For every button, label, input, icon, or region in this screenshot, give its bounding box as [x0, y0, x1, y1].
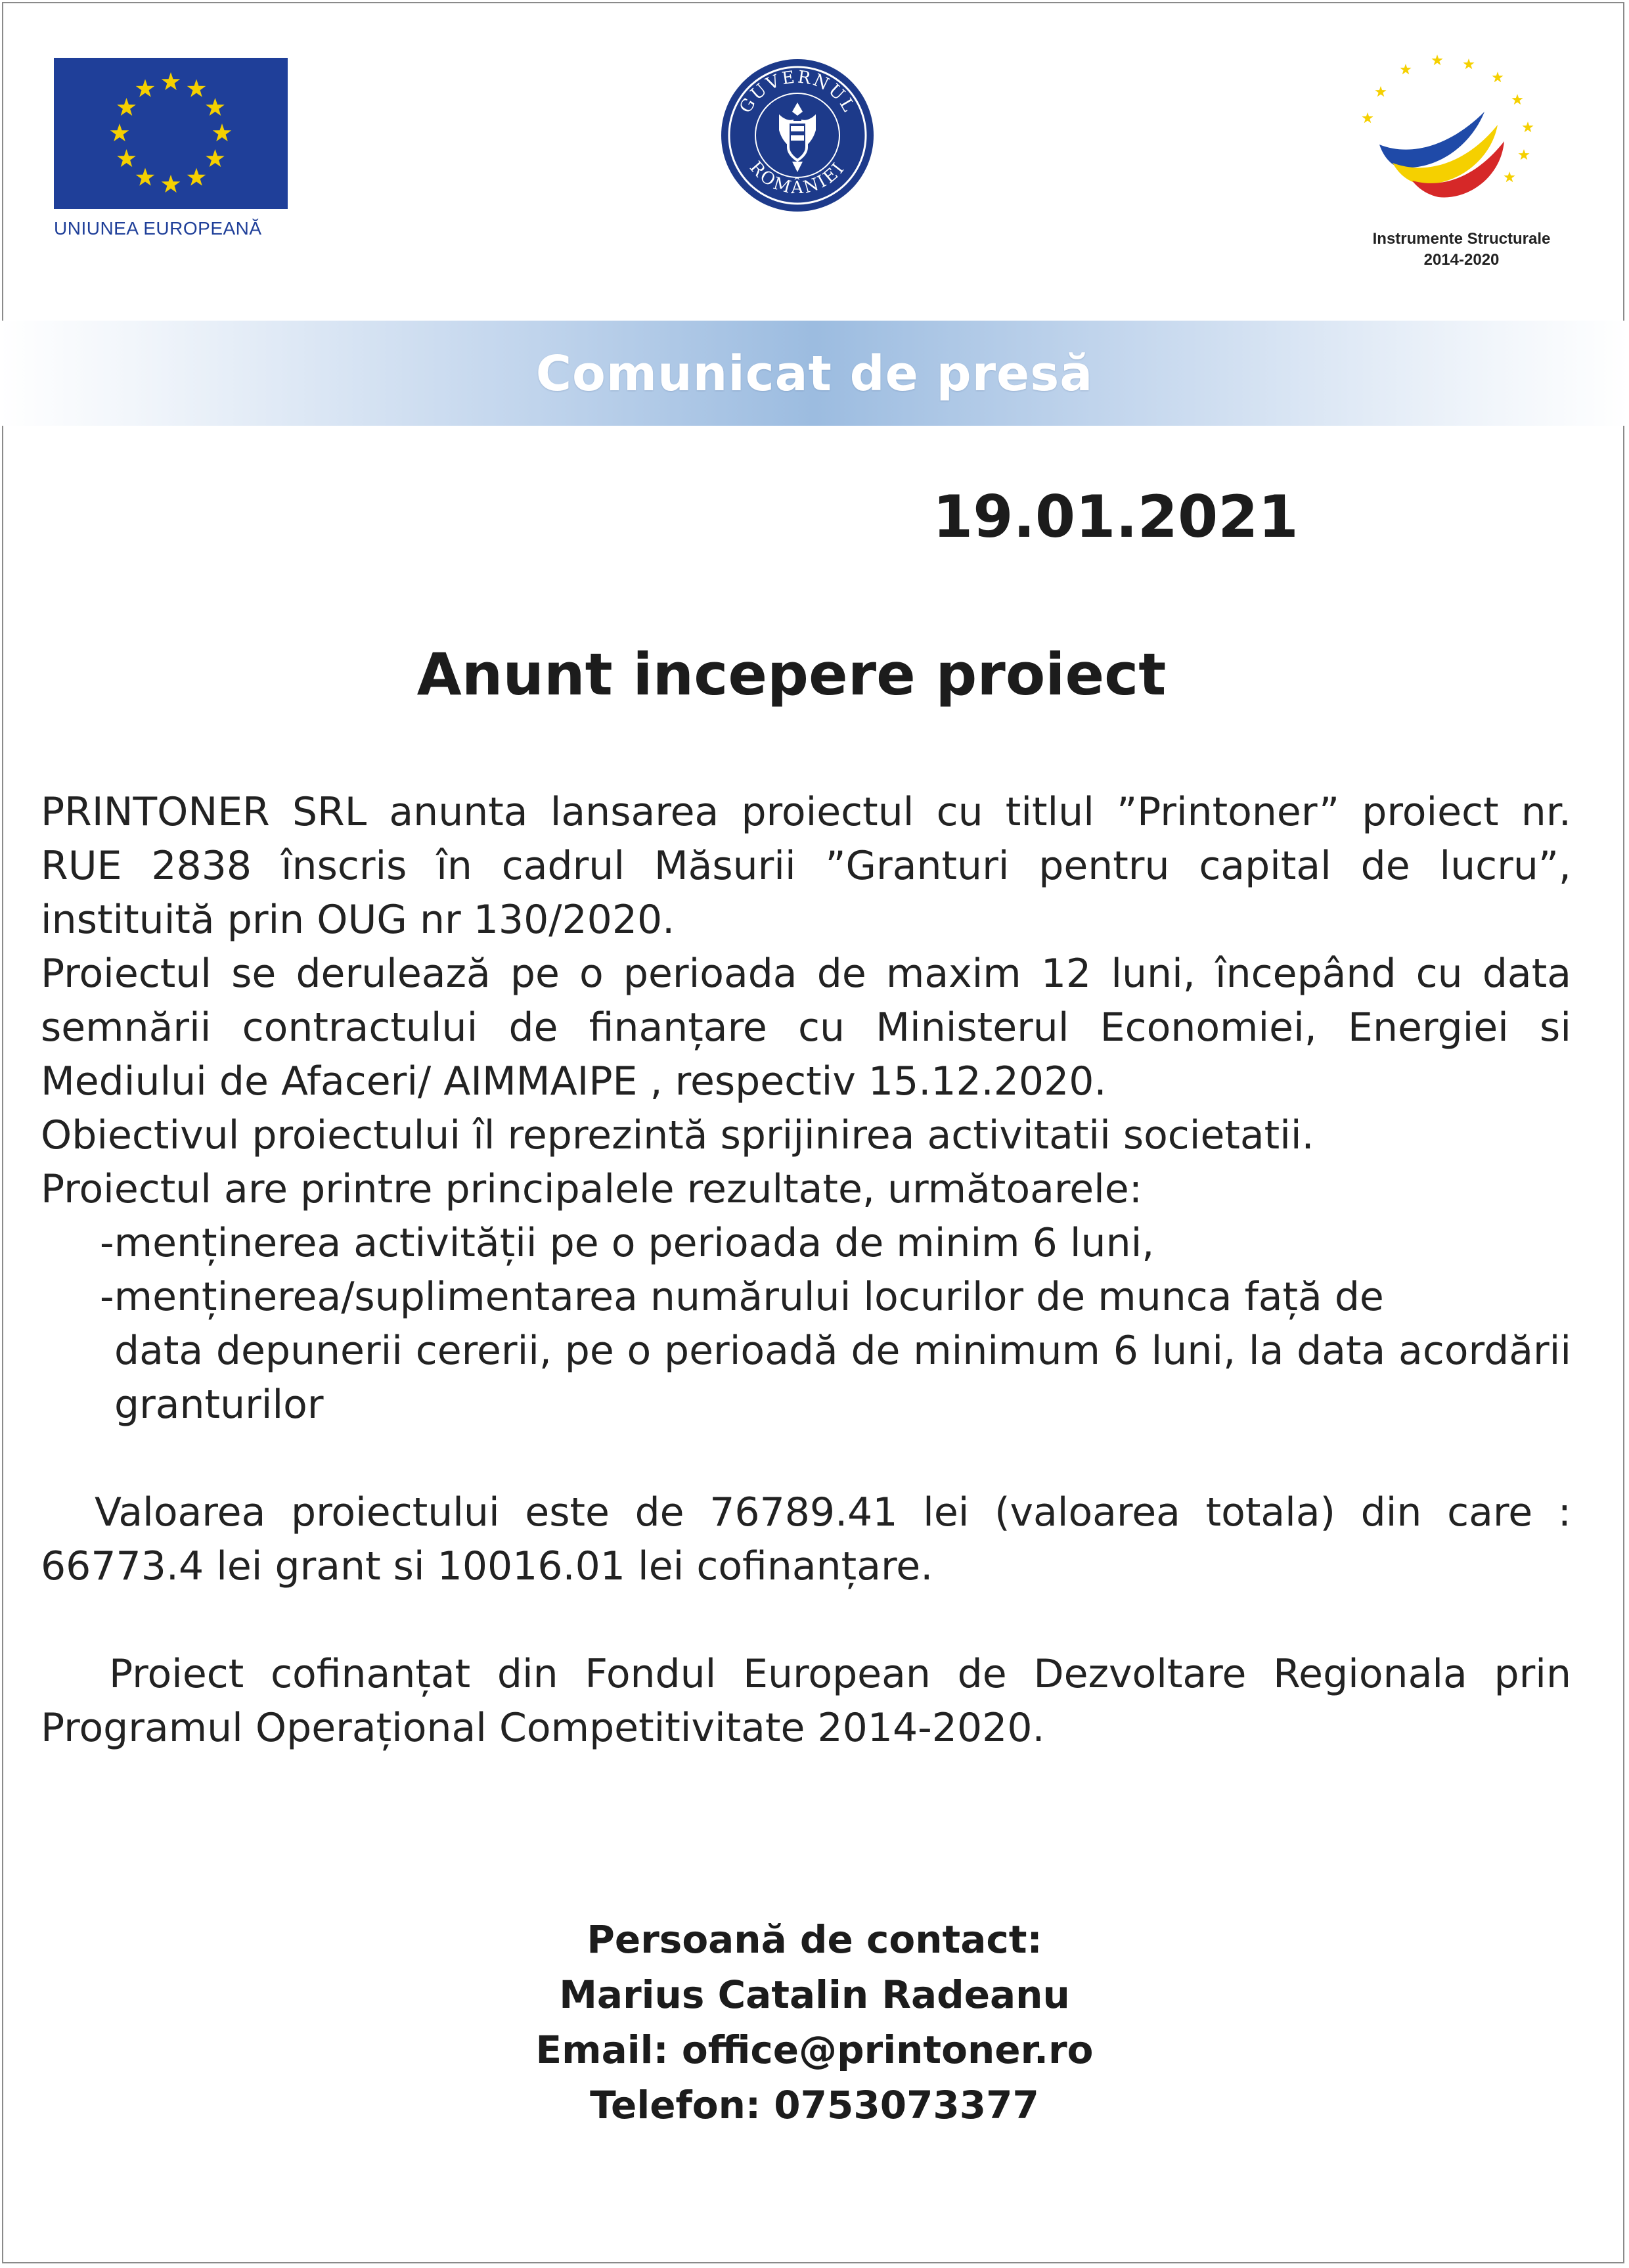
instrumente-structurale-caption: [1340, 229, 1583, 271]
eu-stars-icon: [54, 58, 288, 209]
instrumente-structurale-icon: [1340, 46, 1583, 223]
result-item-1: -menținerea activității pe o perioada de minim 6 luni,: [100, 1220, 1155, 1266]
seal-text-top: GUVERNUL: [736, 67, 859, 117]
eu-logo: [54, 58, 288, 239]
eu-caption: UNIUNEA EUROPEANĂ: [54, 218, 262, 238]
government-seal-icon: [719, 57, 876, 214]
spacer: [41, 1593, 1571, 1647]
seal-text-bottom: ROMÂNIEI: [745, 158, 849, 198]
banner-title: Comunicat de presă: [535, 346, 1094, 402]
paragraph-cofinancing: Proiect cofinanțat din Fondul European de Dezvoltare Regionala prin Programul Operațional Competitivitate 2014-2020.: [41, 1651, 1571, 1751]
paragraph-project-period: Proiectul se derulează pe o perioada de maxim 12 luni, începând cu data semnării contractului de finanțare cu Ministerul Economiei, Energiei si Mediului de Afaceri/ AIMMAIPE , respectiv 15.12.2020.: [41, 951, 1571, 1104]
result-item-2-continuation: data depunerii cererii, pe o perioadă de minimum 6 luni, la data acordării granturilor: [114, 1328, 1571, 1428]
government-seal: [719, 57, 876, 214]
eu-flag-icon: [54, 58, 288, 209]
paragraph-project-launch: PRINTONER SRL anunta lansarea proiectul cu titlul ”Printoner” proiect nr. RUE 2838 înscris în cadrul Măsurii ”Granturi pentru capital de lucru”, instituită prin OUG nr 130/2020.: [41, 789, 1571, 943]
result-item-2-line1: -menținerea/suplimentarea numărului locurilor de munca față de: [100, 1274, 1384, 1320]
contact-email: Email: office@printoner.ro: [535, 2028, 1094, 2072]
is-caption-line1: Instrumente Structurale: [1372, 230, 1551, 248]
instrumente-structurale-logo: [1340, 46, 1583, 283]
body-text: [41, 785, 1571, 1755]
spacer: [41, 1432, 1571, 1486]
contact-name: Marius Catalin Radeanu: [559, 1972, 1070, 2017]
paragraph-results-intro: Proiectul are printre principalele rezultate, următoarele:: [41, 1166, 1142, 1212]
paragraph-project-value: Valoarea proiectului este de 76789.41 lei (valoarea totala) din care : 66773.4 lei grant si 10016.01 lei cofinanțare.: [41, 1489, 1571, 1589]
contact-phone: Telefon: 0753073377: [590, 2083, 1039, 2127]
release-date: 19.01.2021: [933, 483, 1299, 551]
press-release-banner: [0, 321, 1629, 426]
paragraph-objective: Obiectivul proiectului îl reprezintă sprijinirea activitatii societatii.: [41, 1112, 1314, 1158]
contact-block: [0, 1912, 1629, 2133]
document-title: Anunt incepere proiect: [416, 641, 1167, 708]
is-caption-line2: 2014-2020: [1423, 251, 1500, 269]
contact-heading: Persoană de contact:: [587, 1917, 1042, 1962]
